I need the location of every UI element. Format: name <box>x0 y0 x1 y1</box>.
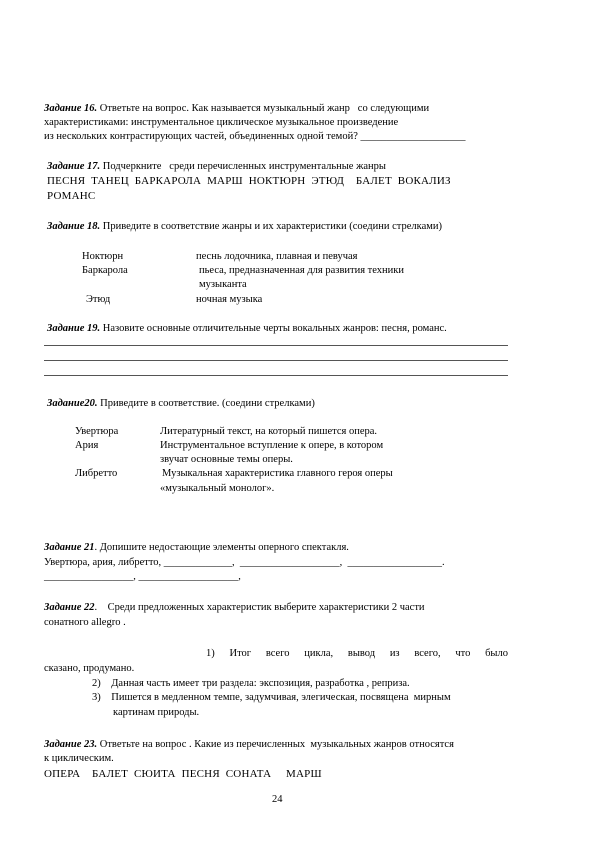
task-20-definition-2: Инструментальное вступление к опере, в котором <box>160 440 384 451</box>
task-17-line-1 <box>47 160 386 173</box>
task-20-definition-2-cont: звучат основные темы оперы. <box>160 454 293 465</box>
task-22-label: Задание 22 <box>44 602 95 613</box>
task-22-option-1-cont: сказано, продумано. <box>44 663 135 674</box>
task-20-definition-3-cont: «музыкальный монолог». <box>160 483 275 494</box>
task-21-instruction: . Допишите недостающие элементы оперного спектакля. <box>94 542 349 553</box>
task-19-answer-line-2[interactable] <box>44 360 508 361</box>
task-22-option-1-word: было <box>485 648 508 659</box>
task-22-option-1-word: вывод <box>347 648 376 659</box>
task-21-line-2: Увертюра, ария, либретто, _____________, ___________________, __________________. <box>44 557 445 568</box>
task-22-option-1 <box>206 647 508 660</box>
task-22-instruction: . Среди предложенных характеристик выберите характеристики 2 части <box>94 602 425 613</box>
task-16-question: Ответьте на вопрос. Как называется музыкальный жанр со следующими <box>99 103 430 114</box>
task-18-characteristic-2: пьеса, предназначенная для развития техники <box>199 265 404 276</box>
task-18-characteristic-1: песнь лодочника, плавная и певучая <box>196 251 358 262</box>
task-18-instruction: Приведите в соответствие жанры и их характеристики (соедини стрелками) <box>102 221 443 232</box>
task-18-label: Задание 18. <box>47 221 101 232</box>
task-17-instruction: Подчеркните среди перечисленных инструментальные жанры <box>102 161 386 172</box>
task-20-term-2: Ария <box>75 440 99 451</box>
task-22-option-1-word: Итог <box>229 648 252 659</box>
task-22-option-1-word: всего, <box>414 648 441 659</box>
task-20-term-3: Либретто <box>75 468 118 479</box>
task-19-line-1 <box>47 322 447 335</box>
task-21-label: Задание 21 <box>44 542 95 553</box>
task-19-answer-line-1[interactable] <box>44 345 508 346</box>
task-16-line-1 <box>44 102 429 115</box>
task-22-option-3: 3) Пишется в медленном темпе, задумчивая, элегическая, посвящена мирным <box>92 692 451 703</box>
task-16-line-3: из нескольких контрастирующих частей, объединенных одной темой? ____________________ <box>44 131 466 142</box>
task-21-line-1 <box>44 541 349 554</box>
task-17-label: Задание 17. <box>47 161 101 172</box>
task-18-line-1 <box>47 220 442 233</box>
task-22-line-1 <box>44 601 425 614</box>
task-22-line-2: сонатного allegro . <box>44 617 126 628</box>
task-20-definition-3: Музыкальная характеристика главного героя оперы <box>162 468 393 479</box>
task-21-line-3: _________________, ___________________, <box>44 571 241 582</box>
task-20-term-1: Увертюра <box>75 426 119 437</box>
task-20-line-1 <box>47 397 315 410</box>
task-19-answer-line-3[interactable] <box>44 375 508 376</box>
task-23-question: Ответьте на вопрос . Какие из перечисленных музыкальных жанров относятся <box>99 739 454 750</box>
task-18-genre-2: Баркарола <box>82 265 128 276</box>
task-18-characteristic-3: ночная музыка <box>196 294 263 305</box>
task-23-label: Задание 23. <box>44 739 98 750</box>
task-22-option-2: 2) Данная часть имеет три раздела: экспозиция, разработка , реприза. <box>92 678 410 689</box>
task-20-label: Задание20. <box>47 398 98 409</box>
task-19-instruction: Назовите основные отличительные черты вокальных жанров: песня, романс. <box>102 323 447 334</box>
task-20-definition-1: Литературный текст, на который пишется опера. <box>160 426 378 437</box>
task-22-option-1-word: что <box>455 648 471 659</box>
task-16-line-2: характеристиками: инструментальное циклическое музыкальное произведение <box>44 117 399 128</box>
task-16-label: Задание 16. <box>44 103 98 114</box>
task-22-option-3-cont: картинам природы. <box>113 707 200 718</box>
task-18-genre-3: Этюд <box>86 294 111 305</box>
task-23-line-1 <box>44 738 454 751</box>
task-23-line-2: к циклическим. <box>44 753 114 764</box>
task-17-genres-line-2: РОМАНС <box>47 190 96 202</box>
task-22-option-1-word: цикла, <box>304 648 334 659</box>
task-17-genres-line-1: ПЕСНЯ ТАНЕЦ БАРКАРОЛА МАРШ НОКТЮРН ЭТЮД БАЛЕТ ВОКАЛИЗ <box>47 175 451 187</box>
task-20-instruction: Приведите в соответствие. (соедини стрелками) <box>100 398 315 409</box>
page-number: 24 <box>272 794 283 805</box>
task-18-genre-1: Ноктюрн <box>82 251 124 262</box>
task-22-option-1-word: из <box>389 648 400 659</box>
task-22-option-1-word: 1) <box>206 648 215 659</box>
task-18-characteristic-2-cont: музыканта <box>199 279 247 290</box>
task-23-genres: ОПЕРА БАЛЕТ СЮИТА ПЕСНЯ СОНАТА МАРШ <box>44 768 322 780</box>
task-22-option-1-word: всего <box>265 648 290 659</box>
task-19-label: Задание 19. <box>47 323 101 334</box>
